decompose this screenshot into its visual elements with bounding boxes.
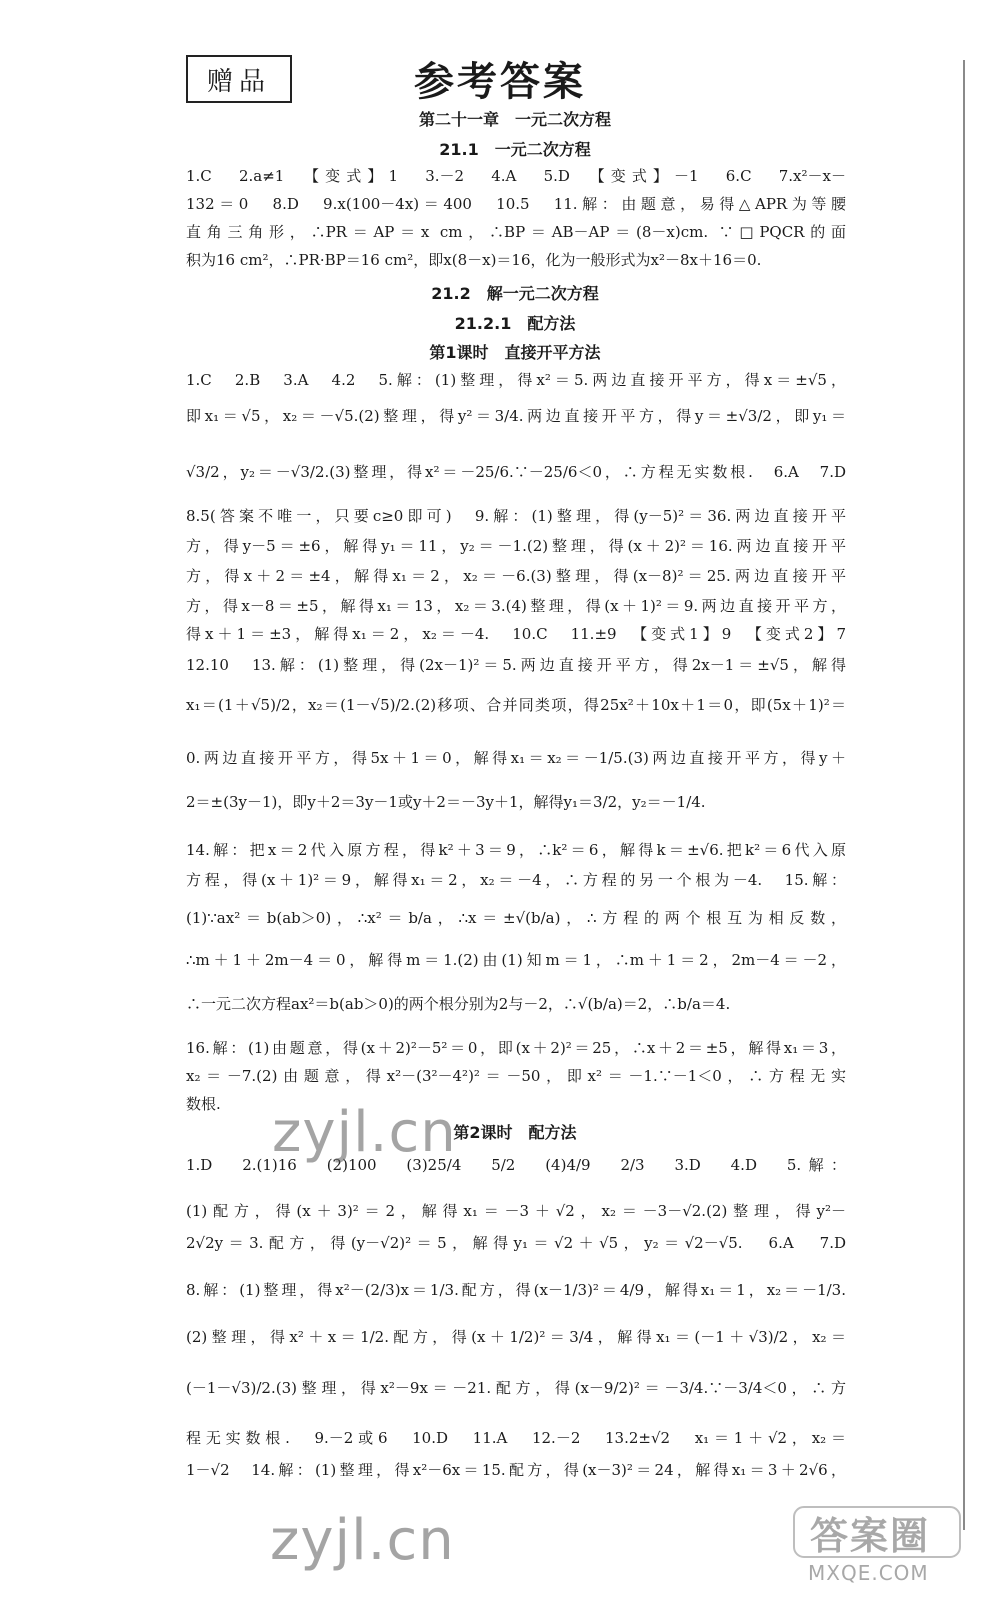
text-line: 0.两边直接开平方，得5x＋1＝0，解得x₁＝x₂＝－1/5.(3)两边直接开平方，得y＋ [186,749,846,767]
text-line: x₂＝－7.(2)由题意，得x²－(3²－4²)²＝－50，即x²＝－1.∵－1＜0，∴方程无实 [186,1067,846,1085]
text-line: 即x₁＝√5，x₂＝－√5.(2)整理，得y²＝3/4.两边直接开平方，得y＝±√3/2，即y₁＝ [186,407,846,425]
text-line: 程无实数根. 9.－2或6 10.D 11.A 12.－2 13.2±√2 x₁＝1＋√2，x₂＝ [186,1429,846,1447]
text-line: ∴m＋1＋2m－4＝0，解得m＝1.(2)由(1)知m＝1，∴m＋1＝2，2m－4＝－2， [186,951,846,969]
text-line: 积为16 cm²，∴PR·BP＝16 cm²，即x(8－x)＝16，化为一般形式为x²－8x＋16＝0. [186,251,762,269]
text-line: √3/2，y₂＝－√3/2.(3)整理，得x²＝－25/6.∵－25/6＜0，∴方程无实数根. 6.A 7.D [186,463,846,481]
text-line: 8.解：(1)整理，得x²－(2/3)x＝1/3.配方，得(x－1/3)²＝4/9，解得x₁＝1，x₂＝－1/3. [186,1281,846,1299]
lesson-heading-2: 第2课时 配方法 [453,1123,577,1142]
lesson-heading-1: 第1课时 直接开平方法 [429,343,601,362]
watermark-text: zyjl.cn [272,1100,457,1165]
text-line: ∴一元二次方程ax²＝b(ab＞0)的两个根分别为2与－2，∴√(b/a)＝2，∴b/a＝4. [186,995,731,1013]
text-line: 数根. [186,1095,221,1113]
text-line: 1.D 2.(1)16 (2)100 (3)25/4 5/2 (4)4/9 2/3 3.D 4.D 5.解： [186,1156,846,1174]
logo-text: 答案圈 [810,1514,931,1558]
text-line: 方，得y－5＝±6，解得y₁＝11，y₂＝－1.(2)整理，得(x＋2)²＝16.两边直接开平 [186,537,846,555]
section-heading-21-2: 21.2 解一元二次方程 [431,284,599,303]
text-line: (2)整理，得x²＋x＝1/2.配方，得(x＋1/2)²＝3/4，解得x₁＝(－1＋√3)/2，x₂＝ [186,1328,846,1346]
text-line: (1)∵ax²＝b(ab＞0)，∴x²＝b/a，∴x＝±√(b/a)，∴方程的两个根互为相反数， [186,909,846,927]
text-line: 1.C 2.a≠1 【变式】1 3.－2 4.A 5.D 【变式】－1 6.C 7.x²－x－ [186,167,846,185]
text-line: x₁＝(1＋√5)/2，x₂＝(1－√5)/2.(2)移项、合并同类项，得25x²＋10x＋1＝0，即(5x＋1)²＝ [186,696,846,714]
text-line: 1.C 2.B 3.A 4.2 5.解：(1)整理，得x²＝5.两边直接开平方，得x＝±√5， [186,371,846,389]
subsection-heading-21-2-1: 21.2.1 配方法 [454,314,576,333]
text-line: 1－√2 14.解：(1)整理，得x²－6x＝15.配方，得(x－3)²＝24，解得x₁＝3＋2√6， [186,1461,846,1479]
section-heading-21-1: 21.1 一元二次方程 [439,140,591,159]
logo-domain: MXQE.COM [808,1561,929,1585]
text-line: 得x＋1＝±3，解得x₁＝2，x₂＝－4. 10.C 11.±9 【变式1】9 【变式2】7 [186,625,846,643]
text-line: 方程，得(x＋1)²＝9，解得x₁＝2，x₂＝－4，∴方程的另一个根为－4. 15.解： [186,871,846,889]
text-line: 12.10 13.解：(1)整理，得(2x－1)²＝5.两边直接开平方，得2x－1＝±√5，解得 [186,656,846,674]
text-line: 方，得x－8＝±5，解得x₁＝13，x₂＝3.(4)整理，得(x＋1)²＝9.两边直接开平方， [186,597,846,615]
text-line: 方，得x＋2＝±4，解得x₁＝2，x₂＝－6.(3)整理，得(x－8)²＝25.两边直接开平 [186,567,846,585]
page-title: 参考答案 [414,59,586,105]
text-line: 2√2y＝3.配方，得(y－√2)²＝5，解得y₁＝√2＋√5，y₂＝√2－√5. 6.A 7.D [186,1234,846,1252]
page-edge-line [963,60,965,1530]
text-line: 直角三角形，∴PR＝AP＝x cm，∴BP＝AB－AP＝(8－x)cm. ∵□PQCR的面 [186,223,846,241]
chapter-heading: 第二十一章 一元二次方程 [418,110,611,129]
site-logo [790,1505,965,1590]
text-line: 2＝±(3y－1)，即y＋2＝3y－1或y＋2＝－3y＋1，解得y₁＝3/2，y₂＝－1/4. [186,793,706,811]
text-line: 16.解：(1)由题意，得(x＋2)²－5²＝0，即(x＋2)²＝25，∴x＋2＝±5，解得x₁＝3， [186,1039,846,1057]
gift-label: 赠品 [186,55,292,103]
text-line: 8.5(答案不唯一，只要c≥0即可) 9.解：(1)整理，得(y－5)²＝36.两边直接开平 [186,507,846,525]
text-line: 132＝0 8.D 9.x(100－4x)＝400 10.5 11.解：由题意，易得△APR为等腰 [186,195,846,213]
watermark-text: zyjl.cn [270,1508,455,1573]
text-line: (1)配方，得(x＋3)²＝2，解得x₁＝－3＋√2，x₂＝－3－√2.(2)整理，得y²－ [186,1202,846,1220]
text-line: 14.解：把x＝2代入原方程，得k²＋3＝9，∴k²＝6，解得k＝±√6.把k²＝6代入原 [186,841,846,859]
text-line: (－1－√3)/2.(3)整理，得x²－9x＝－21.配方，得(x－9/2)²＝－3/4.∵－3/4＜0，∴方 [186,1379,846,1397]
